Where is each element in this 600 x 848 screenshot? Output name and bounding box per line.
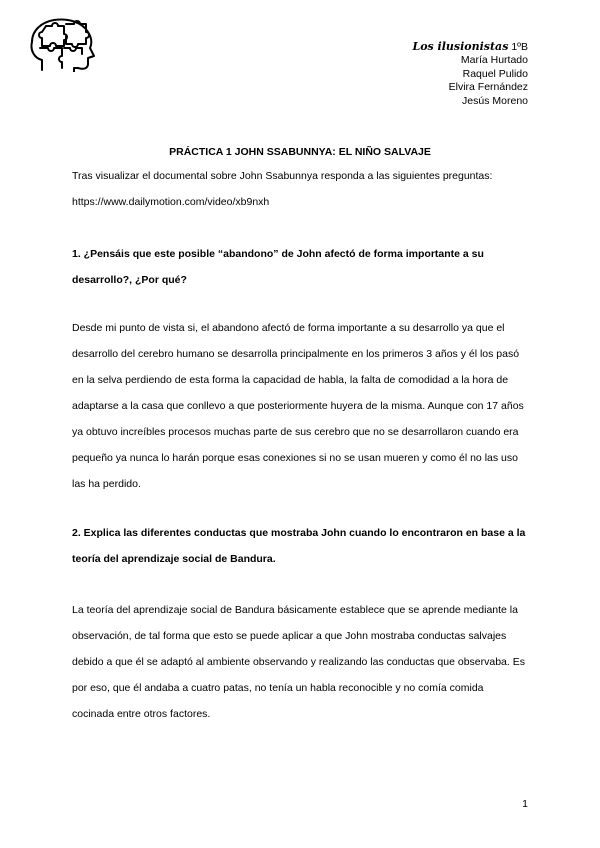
answer-2: La teoría del aprendizaje social de Bandura básicamente establece que se aprende mediante la observación, de tal forma que esto se puede aplicar a que John mostraba conductas salvajes debido a que él se adaptó al ambiente observando y realizando las conductas que observaba. Es por eso, que él andaba a cuatro patas, no tenía un habla reconocible y no comía comida cocinada entre otros factores.	[72, 604, 525, 720]
intro-text: Tras visualizar el documental sobre John Ssabunnya responda a las siguientes preguntas:	[72, 170, 493, 182]
author-name: Elvira Fernández	[448, 81, 528, 94]
document-title: PRÁCTICA 1 JOHN SSABUNNYA: EL NIÑO SALVAJE	[169, 146, 431, 158]
puzzle-head-logo-icon	[28, 16, 100, 72]
group-name: Los ilusionistas	[412, 40, 509, 53]
course: 1ºB	[511, 41, 528, 53]
question-2: 2. Explica las diferentes conductas que mostraba John cuando lo encontraron en base a la teoría del aprendizaje social de Bandura.	[72, 527, 526, 565]
video-link[interactable]: https://www.dailymotion.com/video/xb9nxh	[72, 196, 270, 208]
group-line	[412, 40, 528, 54]
answer-1: Desde mi punto de vista si, el abandono afectó de forma importante a su desarrollo ya que el desarrollo del cerebro humano se desarrolla principalmente en los primeros 3 años y él los pasó en la selva perdiendo de esta forma la capacidad de habla, la falta de comodidad a la hora de adaptarse a la casa que conllevo a que posteriormente huyera de la misma. Aunque con 17 años ya obtuvo increíbles procesos muchas parte de sus cerebro que no se desarrollaron cuando era pequeño ya nunca lo harán porque esas conexiones si no se usan mueren y como él no las uso las ha perdido.	[72, 322, 524, 490]
page-number: 1	[522, 798, 528, 810]
author-name: María Hurtado	[460, 54, 528, 67]
author-name: Raquel Pulido	[462, 67, 528, 80]
author-name: Jesús Moreno	[462, 94, 528, 107]
question-1: 1. ¿Pensáis que este posible “abandono” de John afectó de forma importante a su desarrollo?, ¿Por qué?	[72, 248, 484, 286]
author-block	[412, 40, 528, 108]
